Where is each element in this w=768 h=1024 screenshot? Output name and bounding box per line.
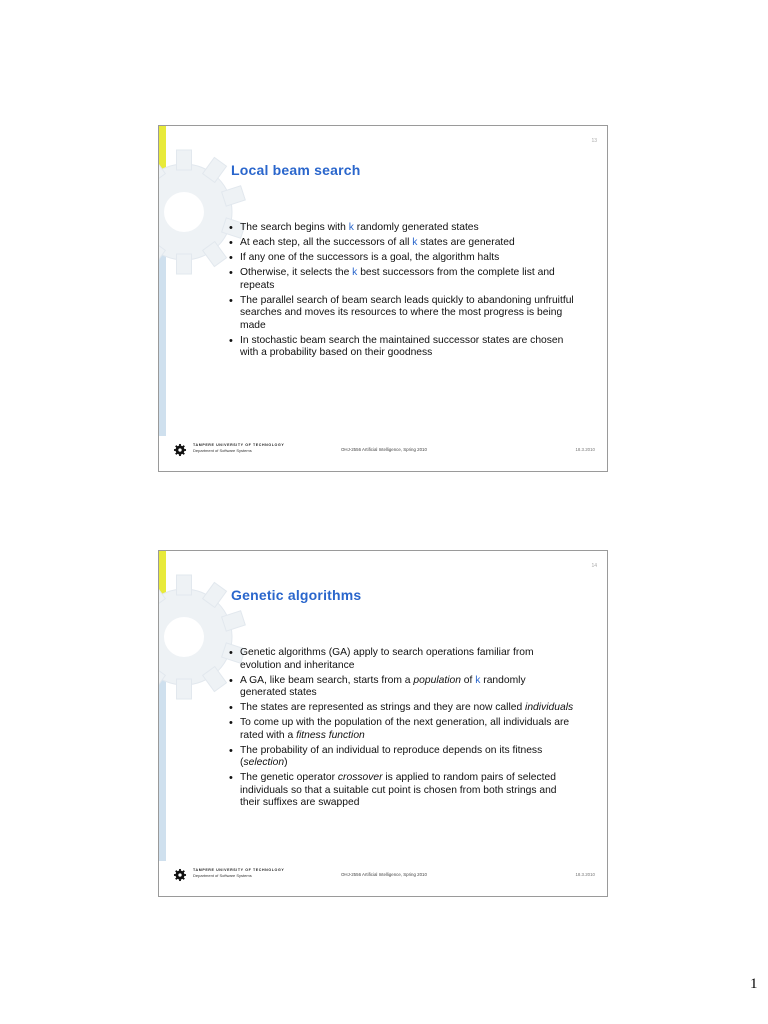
bullet-text: In stochastic beam search the maintained successor states are chosen with a probability based on their goodness — [240, 334, 564, 359]
bullet-text: The genetic operator — [240, 772, 338, 784]
bullet-text: randomly generated states — [240, 674, 526, 699]
department-name: Department of Software Systems — [193, 873, 252, 878]
bullet-text: randomly generated states — [353, 222, 479, 233]
course-name: OHJ-2556 Artificial Intelligence, Spring 2010 — [341, 447, 427, 452]
bullet-item — [229, 295, 574, 333]
emphasis-text: population — [413, 674, 461, 686]
emphasis-text: individuals — [525, 702, 574, 714]
bullet-item — [229, 252, 574, 265]
bullet-item — [229, 702, 574, 715]
bullet-list — [229, 647, 574, 812]
bullet-text: Otherwise, it selects the — [240, 266, 353, 278]
bullet-item — [229, 675, 574, 700]
emphasis-text: selection — [243, 757, 285, 769]
emphasis-text: fitness function — [296, 729, 365, 741]
slide-footer — [159, 435, 607, 471]
university-name: TAMPERE UNIVERSITY OF TECHNOLOGY — [193, 868, 285, 872]
slide-13 — [158, 125, 608, 472]
bullet-text: The states are represented as strings and they are now called — [240, 702, 526, 714]
bullet-text: of — [460, 674, 476, 686]
slide-title: Genetic algorithms — [231, 587, 362, 603]
slide-footer — [159, 860, 607, 896]
bullet-text: is applied to random pairs of selected individuals so that a suitable cut point is chosen from both strings and their suffixes are swapped — [240, 772, 557, 809]
bullet-text: The probability of an individual to reproduce depends on its fitness ( — [240, 744, 543, 769]
university-gear-logo-icon — [173, 868, 187, 882]
variable-k: k — [412, 236, 418, 248]
slide-date: 18.3.2010 — [575, 872, 595, 877]
bullet-item — [229, 267, 574, 292]
bullet-item — [229, 745, 574, 770]
slide-number: 13 — [591, 138, 597, 144]
bullet-text: If any one of the successors is a goal, the algorithm halts — [240, 251, 500, 263]
bullet-item — [229, 222, 574, 235]
bullet-text: ) — [284, 757, 288, 769]
bullet-text: states are generated — [417, 236, 515, 248]
bullet-text: The search begins with — [240, 222, 349, 233]
slide-number: 14 — [591, 563, 597, 569]
university-name: TAMPERE UNIVERSITY OF TECHNOLOGY — [193, 443, 285, 447]
variable-k: k — [475, 674, 481, 686]
bullet-item — [229, 647, 574, 672]
emphasis-text: crossover — [337, 772, 383, 784]
slide-date: 18.3.2010 — [575, 447, 595, 452]
variable-k: k — [348, 222, 354, 233]
bullet-item — [229, 717, 574, 742]
bullet-item — [229, 237, 574, 250]
slide-14 — [158, 550, 608, 897]
bullet-list — [229, 222, 574, 362]
bullet-text: Genetic algorithms (GA) apply to search operations familiar from evolution and inheritance — [240, 647, 534, 671]
bullet-text: To come up with the population of the next generation, all individuals are rated with a — [240, 717, 570, 741]
slide-title: Local beam search — [231, 162, 361, 178]
bullet-text: At each step, all the successors of all — [240, 236, 413, 248]
course-name: OHJ-2556 Artificial Intelligence, Spring 2010 — [341, 872, 427, 877]
bullet-item — [229, 335, 574, 360]
department-name: Department of Software Systems — [193, 448, 252, 453]
variable-k: k — [352, 266, 358, 278]
bullet-text: A GA, like beam search, starts from a — [240, 674, 414, 686]
bullet-text: best successors from the complete list and repeats — [240, 266, 555, 291]
bullet-item — [229, 772, 574, 810]
university-gear-logo-icon — [173, 443, 187, 457]
page-number: 1 — [750, 976, 758, 992]
bullet-text: The parallel search of beam search leads quickly to abandoning unfruitful searches and moves its resources to where the most progress is being made — [240, 294, 574, 331]
